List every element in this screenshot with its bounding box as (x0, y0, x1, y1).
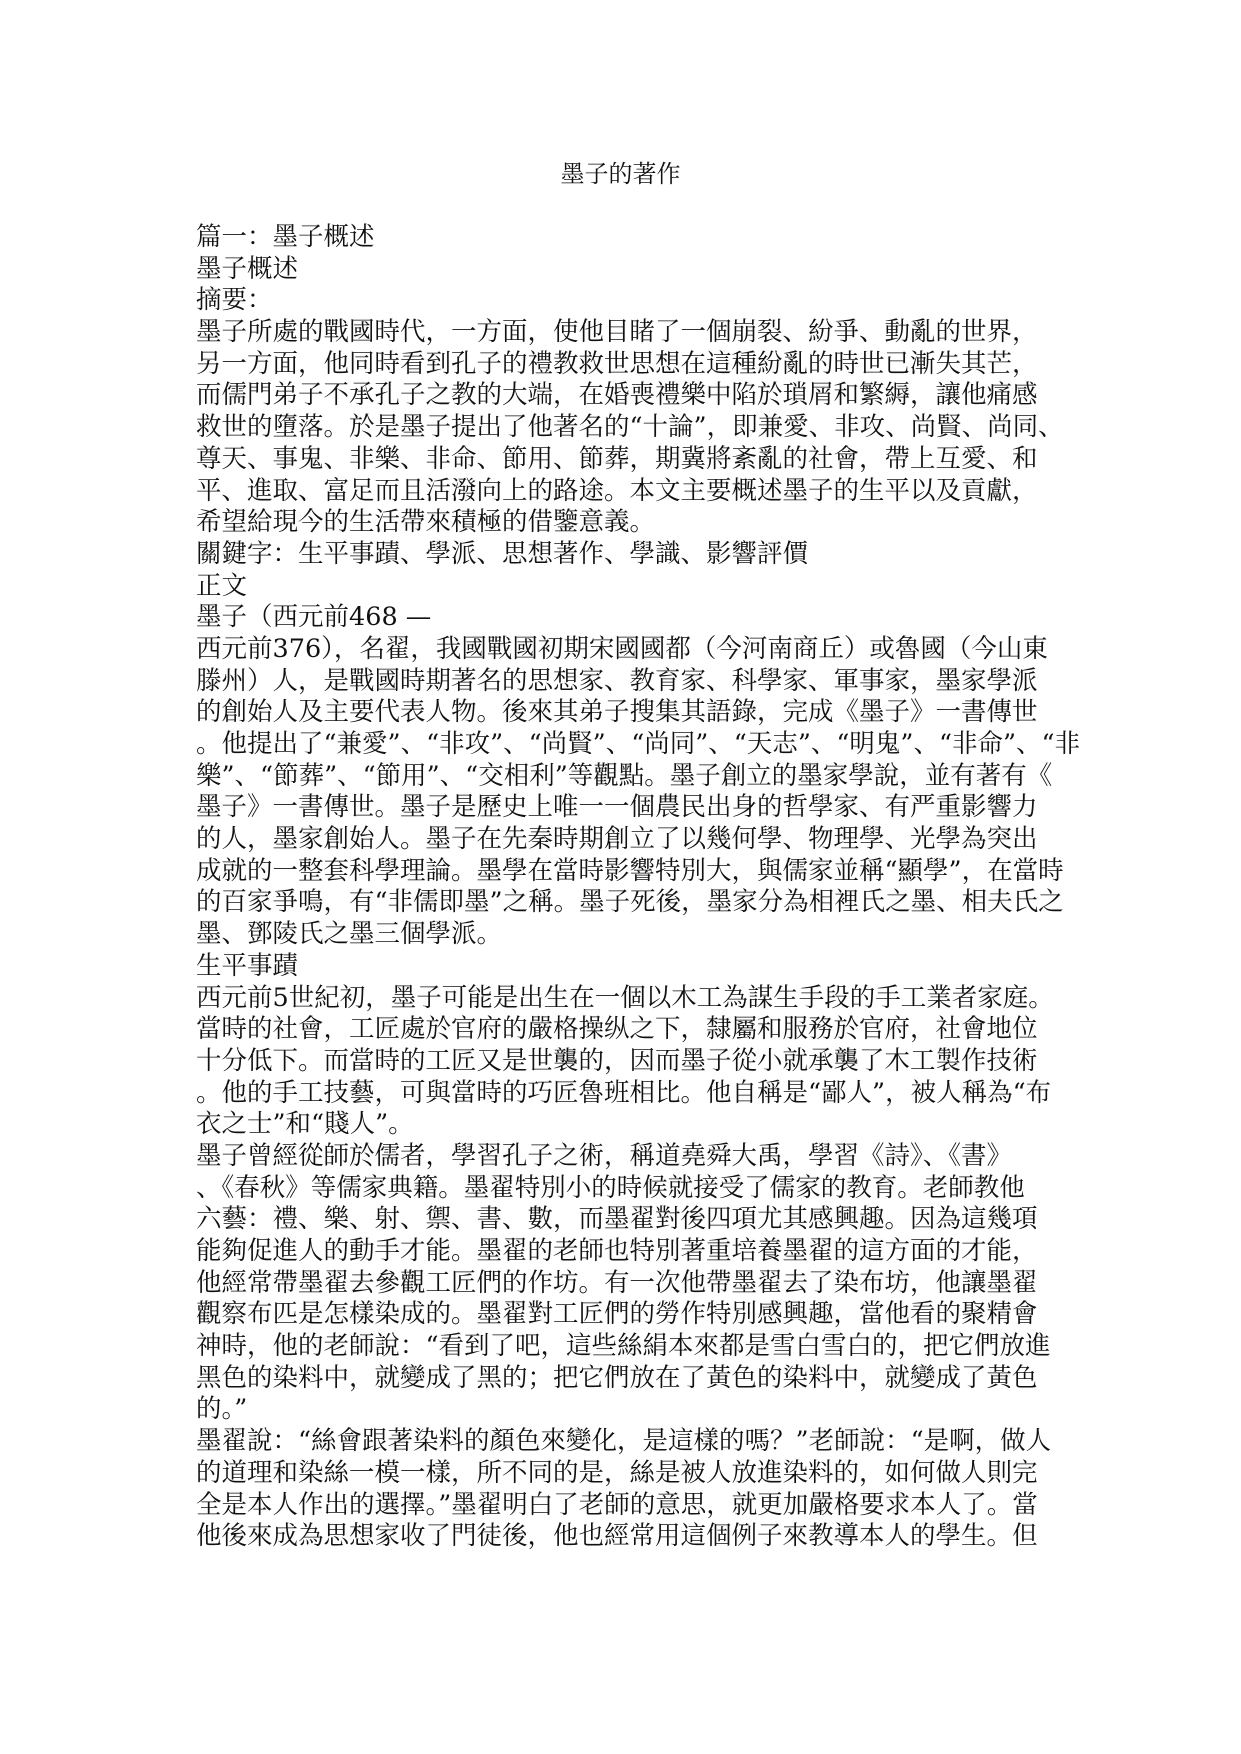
text-line: 他後來成為思想家收了門徒後，他也經常用這個例子來教導本人的學生。但 (196, 1521, 1038, 1552)
text-line: 的。” (196, 1394, 248, 1425)
text-line: 墨子所處的戰國時代，一方面，使他目睹了一個崩裂、紛爭、動亂的世界， (196, 317, 1038, 348)
text-line: 平、進取、富足而且活潑向上的路途。本文主要概述墨子的生平以及貢獻， (196, 475, 1038, 506)
text-line: 能夠促進人的動手才能。墨翟的老師也特別著重培養墨翟的這方面的才能， (196, 1236, 1038, 1266)
text-line: 西元前5世紀初，墨子可能是出生在一個以木工為謀生手段的手工業者家庭。 (196, 982, 1054, 1013)
text-line: 摘要： (196, 285, 273, 316)
text-line: 的人，墨家創始人。墨子在先秦時期創立了以幾何學、物理學、光學為突出 (196, 824, 1038, 855)
text-line: 他經常帶墨翟去參觀工匠們的作坊。有一次他帶墨翟去了染布坊，他讓墨翟 (196, 1267, 1038, 1298)
text-line: 墨翟說：“絲會跟著染料的顏色來變化，是這樣的嗎？”老師說：“是啊，做人 (196, 1426, 1052, 1457)
text-line: 生平事蹟 (196, 950, 299, 981)
text-line: 的道理和染絲一模一樣，所不同的是，絲是被人放進染料的，如何做人則完 (196, 1457, 1038, 1488)
text-line: 。他提出了“兼愛”、“非攻”、“尚賢”、“尚同”、“天志”、“明鬼”、“非命”、“非 (196, 729, 1081, 759)
text-line: 墨子概述 (196, 253, 299, 284)
text-line: 墨、鄧陵氏之墨三個學派。 (196, 919, 503, 950)
text-line: 、《春秋》等儒家典籍。墨翟特別小的時候就接受了儒家的教育。老師教他 (196, 1172, 1025, 1203)
text-line: 。他的手工技藝，可與當時的巧匠魯班相比。他自稱是“鄙人”，被人稱為“布 (196, 1077, 1052, 1108)
text-line: 的創始人及主要代表人物。後來其弟子搜集其語錄，完成《墨子》一書傳世 (196, 697, 1038, 728)
text-line: 當時的社會，工匠處於官府的嚴格操纵之下，隸屬和服務於官府，社會地位 (196, 1014, 1038, 1045)
text-line: 全是本人作出的選擇。”墨翟明白了老師的意思，就更加嚴格要求本人了。當 (196, 1489, 1038, 1520)
text-line: 墨子曾經從師於儒者，學習孔子之術，稱道堯舜大禹，學習《詩》、《書》 (196, 1140, 1013, 1171)
text-line: 六藝：禮、樂、射、禦、書、數，而墨翟對後四項尤其感興趣。因為這幾項 (196, 1204, 1038, 1235)
text-line: 滕州）人，是戰國時期著名的思想家、教育家、科學家、軍事家，墨家學派 (196, 665, 1038, 696)
text-line: 而儒門弟子不承孔子之教的大端，在婚喪禮樂中陷於瑣屑和繁縟，讓他痛感 (196, 380, 1038, 411)
text-line: 樂”、“節葬”、“節用”、“交相利”等觀點。墨子創立的墨家學說，並有著有《 (196, 760, 1053, 791)
text-line: 西元前376），名翟，我國戰國初期宋國國都（今河南商丘）或魯國（今山東 (196, 633, 1048, 664)
text-line: 正文 (196, 570, 248, 601)
text-line: 關鍵字：生平事蹟、學派、思想著作、學識、影響評價 (196, 538, 809, 569)
text-line: 的百家爭鳴，有“非儒即墨”之稱。墨子死後，墨家分為相裡氏之墨、相夫氏之 (196, 887, 1064, 918)
text-line: 黑色的染料中，就變成了黑的；把它們放在了黃色的染料中，就變成了黃色 (196, 1362, 1038, 1393)
text-line: 衣之士”和“賤人”。 (196, 1109, 414, 1140)
text-line: 十分低下。而當時的工匠又是世襲的，因而墨子從小就承襲了木工製作技術 (196, 1045, 1038, 1076)
text-line: 救世的墮落。於是墨子提出了他著名的“十論”，即兼愛、非攻、尚賢、尚同、 (196, 412, 1064, 443)
text-line: 篇一：墨子概述 (196, 222, 375, 252)
document-body (196, 222, 1081, 1553)
text-line: 觀察布匹是怎樣染成的。墨翟對工匠們的勞作特別感興趣，當他看的聚精會 (196, 1299, 1038, 1330)
text-line: 尊天、事鬼、非樂、非命、節用、節葬，期冀將紊亂的社會，帶上互愛、和 (196, 443, 1038, 474)
document-title: 墨子的著作 (560, 160, 681, 188)
text-line: 希望給現今的生活帶來積極的借鑒意義。 (196, 507, 656, 538)
text-line: 墨子（西元前468 — (196, 602, 432, 633)
text-line: 成就的一整套科學理論。墨學在當時影響特別大，與儒家並稱“顯學”，在當時 (196, 855, 1064, 886)
text-line: 神時，他的老師說：“看到了吧，這些絲絹本來都是雪白雪白的，把它們放進 (196, 1331, 1051, 1362)
text-line: 另一方面，他同時看到孔子的禮教救世思想在這種紛亂的時世已漸失其芒， (196, 348, 1038, 379)
text-line: 墨子》一書傳世。墨子是歷史上唯一一個農民出身的哲學家、有严重影響力 (196, 792, 1038, 823)
